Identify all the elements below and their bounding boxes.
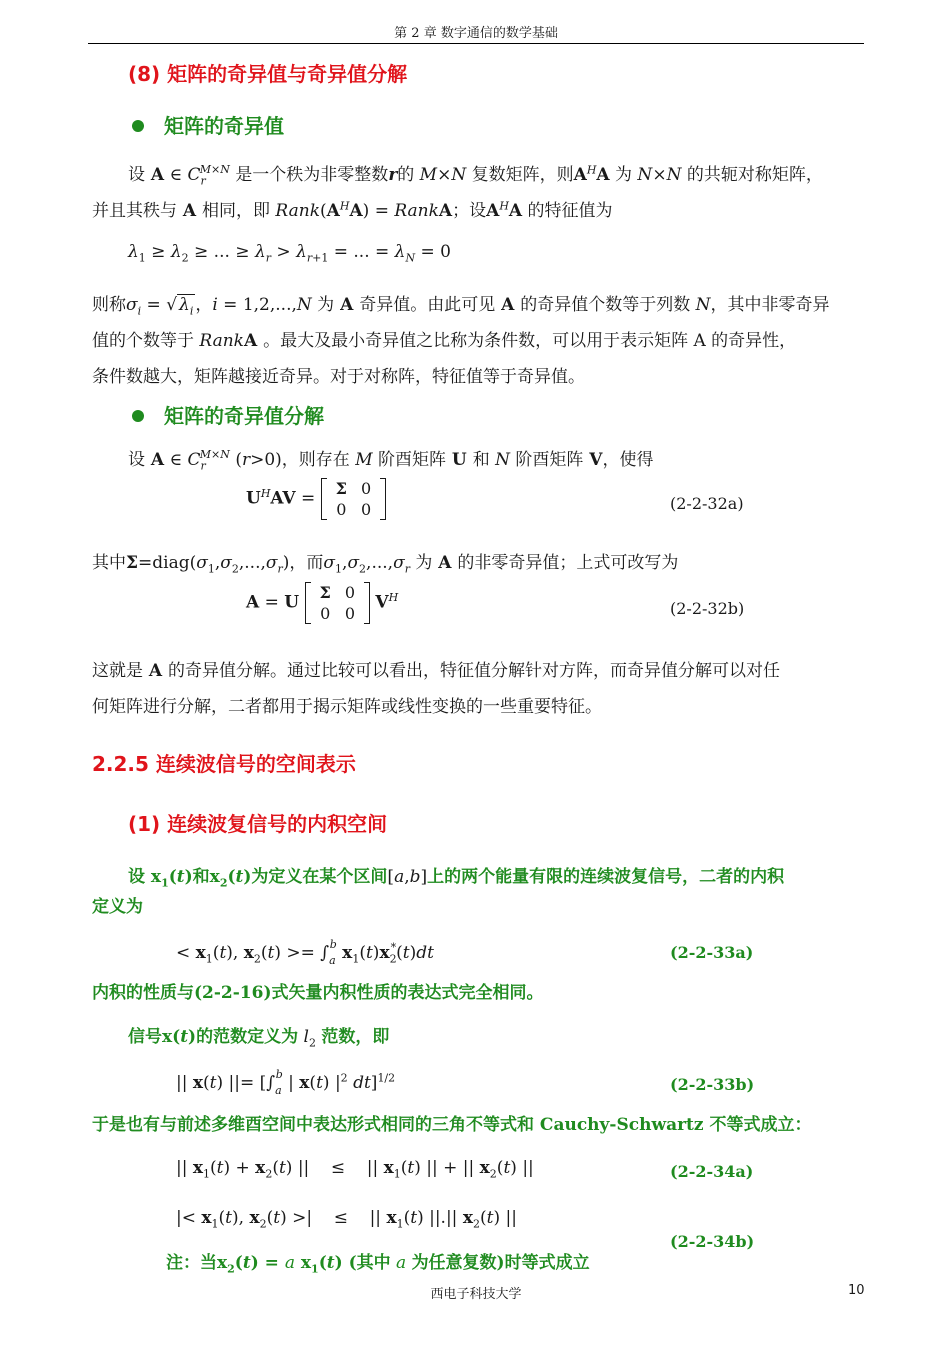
para-5-line-1: 这就是 A 的奇异值分解。通过比较可以看出，特征值分解针对方阵，而奇异值分解可以对任: [92, 661, 781, 681]
para-3: 设 A ∈ $C_r^{M\times N}$ (r>0)，则存在 M 阶酉矩阵 U 和 N 阶酉矩阵 V，使得: [128, 448, 654, 473]
bullet-heading-singular-values: 矩阵的奇异值: [132, 110, 284, 139]
footer-university: 西电子科技大学: [430, 1287, 522, 1302]
norm-definition: 信号x(t)的范数定义为 $l_2$ 范数，即: [128, 1027, 390, 1050]
section-title-2-2-5: 2.2.5 连续波信号的空间表示: [92, 752, 356, 776]
block-matrix: Σ 0 0 0: [321, 478, 387, 520]
inner-product-def-line-1: 设 $x_1(t)$和$x_2(t)$为定义在某个区间[a,b]上的两个能量有限的连续波复信号，二者的内积: [128, 867, 785, 890]
equation-2-2-33b: || x(t) ||= [$\int_a^b$ | x(t) $|^2$ dt]$^{1/2}$: [176, 1068, 396, 1097]
para-5-line-2: 何矩阵进行分解，二者都用于揭示矩阵或线性变换的一些重要特征。: [92, 697, 602, 717]
para-2-line-2: 值的个数等于 RankA 。最大及最小奇异值之比称为条件数，可以用于表示矩阵 A 的奇异性，: [92, 331, 797, 351]
bullet-icon: [132, 120, 144, 132]
equation-2-2-33a: < $x_1(t)$, $x_2(t) >= \int_a^b$ $x_1(t)x_2^*(t)dt$: [176, 938, 434, 967]
equation-number: (2-2-33b): [670, 1075, 755, 1094]
header-rule: [88, 43, 864, 44]
para-1-line-1: 设 A ∈ $C_r^{M\times N}$ 是一个秩为非零整数r的 M×N 复数矩阵，则$A^HA$ 为 N×N 的共轭对称矩阵，: [128, 163, 823, 188]
section-title-1: (1) 连续波复信号的内积空间: [128, 812, 388, 836]
para-1-line-2: 并且其秩与 A 相同，即 $Rank(A^HA)$ = RankA；设$A^HA$ 的特征值为: [92, 199, 613, 221]
equation-number: (2-2-32b): [670, 599, 745, 618]
bullet-heading-svd: 矩阵的奇异值分解: [132, 400, 324, 429]
inequalities-intro: 于是也有与前述多维酉空间中表达形式相同的三角不等式和 Cauchy-Schwartz 不等式成立：: [92, 1115, 812, 1135]
para-2-line-3: 条件数越大，矩阵越接近奇异。对于对称阵，特征值等于奇异值。: [92, 367, 585, 387]
running-header: 第 2 章 数字通信的数学基础: [394, 26, 558, 41]
inner-product-def-line-2: 定义为: [92, 897, 143, 917]
inner-product-properties: 内积的性质与(2-2-16)式矢量内积性质的表达式完全相同。: [92, 983, 544, 1003]
equation-number: (2-2-34b): [670, 1232, 755, 1251]
equation-2-2-34a: || $x_1(t) + x_2(t)$ || ≤ || $x_1(t)$ || + || $x_2(t)$ ||: [176, 1158, 534, 1181]
equation-2-2-32a: $U^HAV$ = Σ 0 0 0: [246, 478, 386, 520]
block-matrix: Σ 0 0 0: [305, 582, 371, 624]
section-title-8: (8) 矩阵的奇异值与奇异值分解: [128, 62, 408, 86]
eigenvalue-ordering: $\lambda_1 \ge \lambda_2$ ≥ ... ≥ $\lambda_r > \lambda_{r+1}$ = ... = $\lambda_N = 0$: [128, 242, 451, 265]
equation-number: (2-2-32a): [670, 494, 744, 513]
para-4: 其中$\Sigma=diag(\sigma_1,\sigma_2,...,\sigma_r)$，而$\sigma_1,\sigma_2,...,\sigma_r$ 为 A 的非零奇异值；上式可改写为: [92, 553, 679, 576]
equality-note: 注：当$x_2(t) = a$ $x_1(t)$ (其中 a 为任意复数)时等式成立: [166, 1253, 590, 1276]
bullet-icon: [132, 410, 144, 422]
equation-number: (2-2-33a): [670, 943, 754, 962]
equation-2-2-34b: |< $x_1(t)$, $x_2(t)$ >| ≤ || $x_1(t)$ ||.|| $x_2(t)$ ||: [176, 1208, 517, 1231]
page-number: 10: [848, 1283, 865, 1298]
equation-2-2-32b: A = U Σ 0 0 0 $V^H$: [246, 583, 399, 623]
para-2-line-1: 则称$\sigma_i$ = √ $\lambda_i$ ，i = 1,2,...,N 为 A 奇异值。由此可见 A 的奇异值个数等于列数 N，其中非零奇异: [92, 295, 830, 318]
equation-number: (2-2-34a): [670, 1162, 754, 1181]
